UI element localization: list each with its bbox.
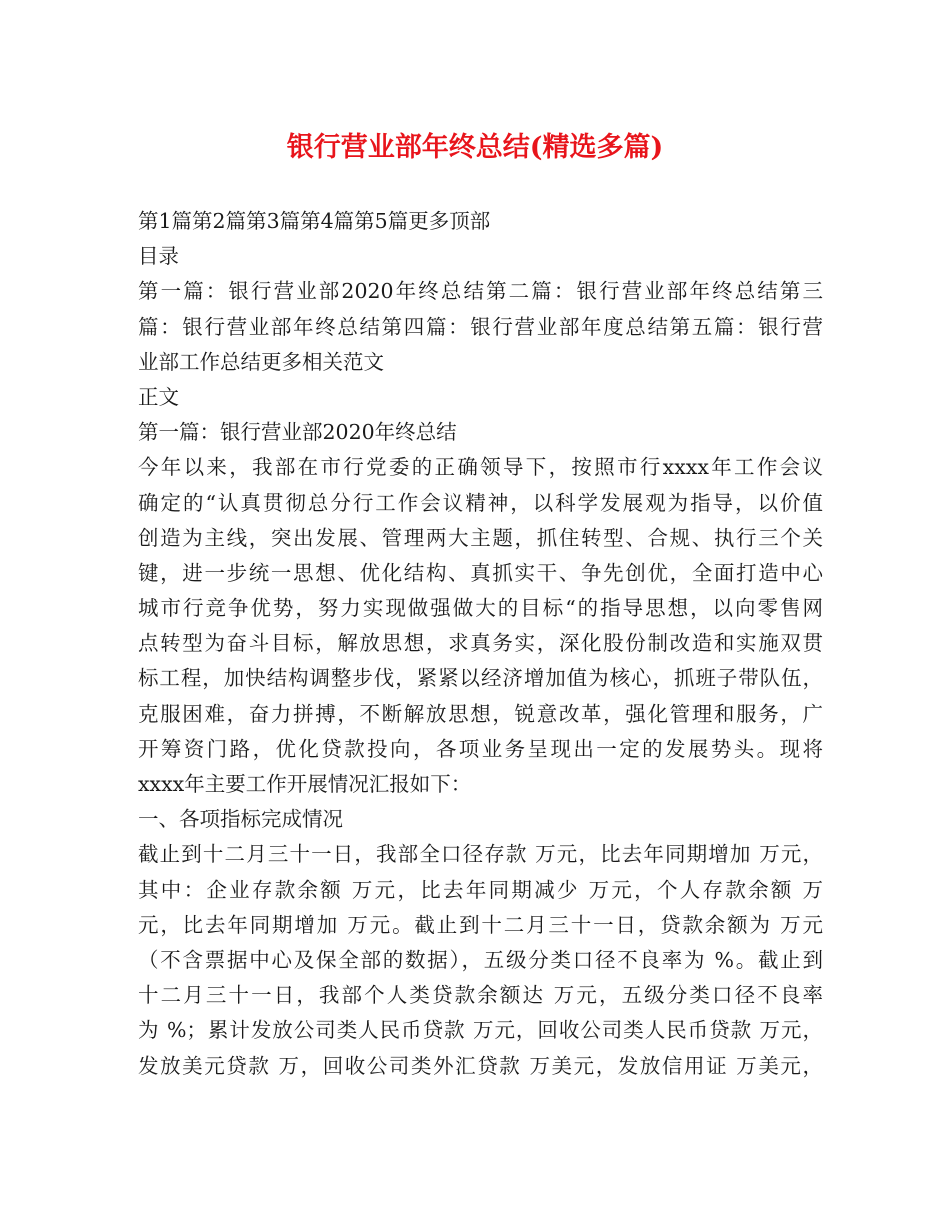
document-title: 银行营业部年终总结(精选多篇) [286,132,664,163]
paragraph-line: xxxx年主要工作开展情况汇报如下： [138,772,472,796]
paragraph-line: 开筹资门路，优化贷款投向，各项业务呈现出一定的发展势头。现将 [138,736,823,761]
toc-line[interactable]: 第一篇：银行营业部2020年终总结第二篇：银行营业部年终总结第三 [138,279,823,304]
paragraph-line: 创造为主线，突出发展、管理两大主题，抓住转型、合规、执行三个关 [138,525,823,550]
paragraph-line: 其中：企业存款余额 万元，比去年同期减少 万元，个人存款余额 万 [138,877,823,902]
nav-line[interactable]: 第1篇第2篇第3篇第4篇第5篇更多顶部 [138,209,491,233]
paragraph-line: 发放美元贷款 万，回收公司类外汇贷款 万美元，发放信用证 万美元， [138,1053,823,1078]
paragraph-line: 克服困难，奋力拼搏，不断解放思想，锐意改革，强化管理和服务，广 [138,701,823,726]
paragraph-line: 今年以来，我部在市行党委的正确领导下，按照市行xxxx年工作会议 [138,455,823,480]
paragraph-line: 截止到十二月三十一日，我部全口径存款 万元，比去年同期增加 万元， [138,842,823,867]
paragraph-line: 键，进一步统一思想、优化结构、真抓实干、争先创优，全面打造中心 [138,560,823,585]
paragraph-line: 元，比去年同期增加 万元。截止到十二月三十一日，贷款余额为 万元 [138,912,823,937]
paragraph-line: 标工程，加快结构调整步伐，紧紧以经济增加值为核心，抓班子带队伍， [138,666,823,691]
section-title: 第一篇：银行营业部2020年终总结 [138,420,457,445]
document-body [138,204,823,1084]
subsection-title: 一、各项指标完成情况 [138,807,343,832]
paragraph-line: 点转型为奋斗目标，解放思想，求真务实，深化股份制改造和实施双贯 [138,631,823,656]
paragraph-line: 为 %；累计发放公司类人民币贷款 万元，回收公司类人民币贷款 万元， [138,1018,823,1043]
toc-line[interactable]: 业部工作总结更多相关范文 [138,349,384,374]
body-heading: 正文 [138,384,179,409]
toc-line[interactable]: 篇：银行营业部年终总结第四篇：银行营业部年度总结第五篇：银行营 [138,314,823,339]
paragraph-line: 十二月三十一日，我部个人类贷款余额达 万元，五级分类口径不良率 [138,983,823,1008]
toc-heading: 目录 [138,244,179,269]
paragraph-line: （不含票据中心及保全部的数据），五级分类口径不良率为 %。截止到 [138,947,823,972]
paragraph-line: 确定的“认真贯彻总分行工作会议精神，以科学发展观为指导，以价值 [138,490,823,515]
paragraph-line: 城市行竞争优势，努力实现做强做大的目标“的指导思想，以向零售网 [138,596,823,621]
